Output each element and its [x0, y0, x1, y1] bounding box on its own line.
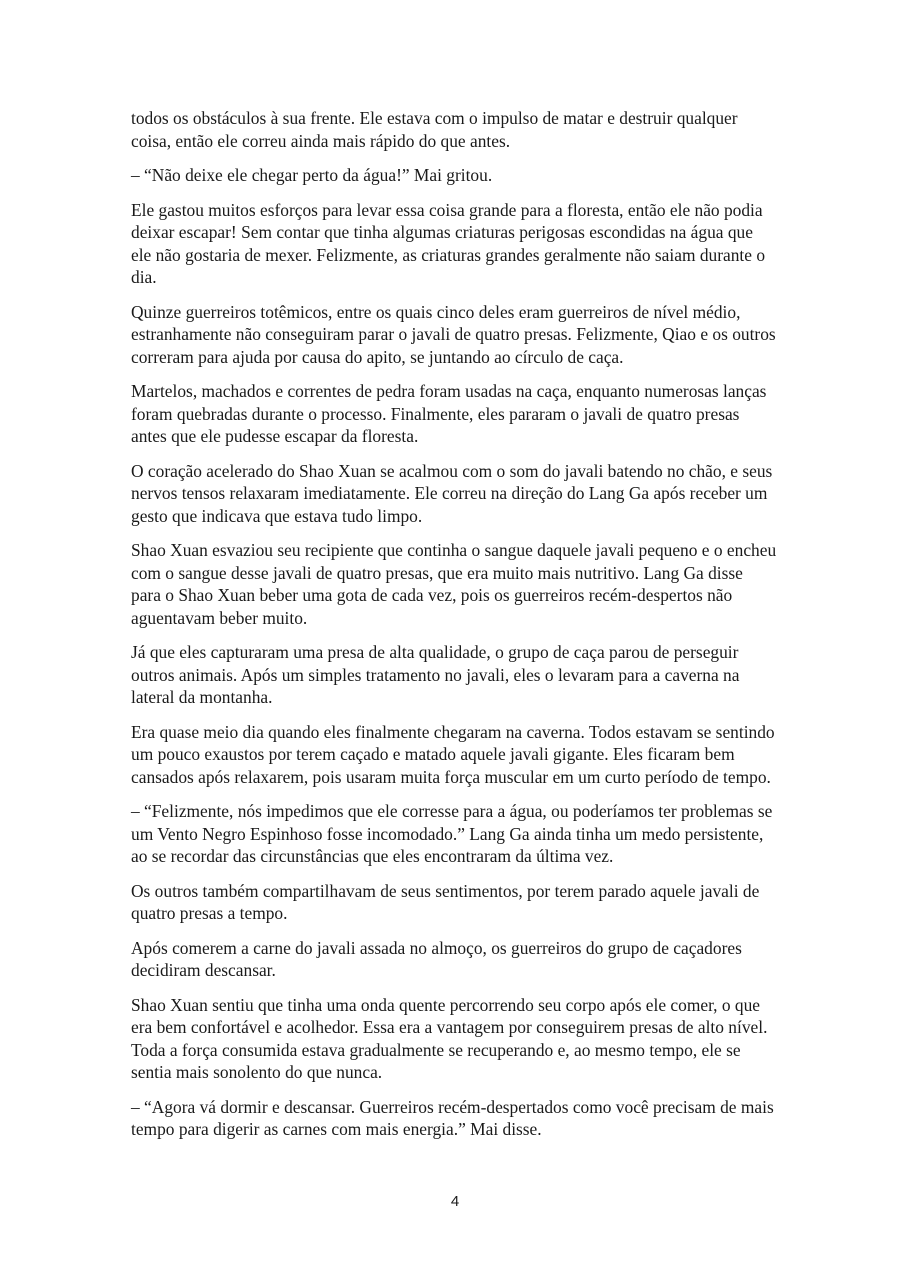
paragraph: – “Agora vá dormir e descansar. Guerreiros recém-despertados como você precisam de mais tempo para digerir as carnes com mais energia.” Mai disse. — [131, 1096, 774, 1139]
body-text — [131, 107, 777, 1153]
paragraph: Era quase meio dia quando eles finalmente chegaram na caverna. Todos estavam se sentindo um pouco exaustos por terem caçado e matado aquele javali gigante. Eles ficaram bem cansados após relaxarem, pois usaram muita força muscular em um curto período de tempo. — [131, 721, 775, 787]
paragraph: – “Felizmente, nós impedimos que ele corresse para a água, ou poderíamos ter problemas se um Vento Negro Espinhoso fosse incomodado.” Lang Ga ainda tinha um medo persistente, ao se recordar das circunstâncias que eles encontraram da última vez. — [131, 801, 773, 866]
page-number: 4 — [450, 1193, 460, 1210]
paragraph: Após comerem a carne do javali assada no almoço, os guerreiros do grupo de caçadores decidiram descansar. — [131, 937, 742, 980]
paragraph: Quinze guerreiros totêmicos, entre os quais cinco deles eram guerreiros de nível médio, estranhamente não conseguiram parar o javali de quatro presas. Felizmente, Qiao e os outros correram para ajuda por causa do apito, se juntando ao círculo de caça. — [131, 301, 776, 367]
paragraph: O coração acelerado do Shao Xuan se acalmou com o som do javali batendo no chão, e seus nervos tensos relaxaram imediatamente. Ele correu na direção do Lang Ga após receber um gesto que indicava que estava tudo limpo. — [131, 460, 773, 526]
paragraph: Shao Xuan sentiu que tinha uma onda quente percorrendo seu corpo após ele comer, o que era bem confortável e acolhedor. Essa era a vantagem por conseguirem presas de alto nível. Toda a força consumida estava gradualmente se recuperando e, ao mesmo tempo, ele se sentia mais sonolento do que nunca. — [131, 994, 768, 1082]
paragraph: Shao Xuan esvaziou seu recipiente que continha o sangue daquele javali pequeno e o encheu com o sangue desse javali de quatro presas, que era muito mais nutritivo. Lang Ga disse para o Shao Xuan beber uma gota de cada vez, pois os guerreiros recém-despertos não aguentavam beber muito. — [131, 540, 777, 628]
paragraph: todos os obstáculos à sua frente. Ele estava com o impulso de matar e destruir qualquer coisa, então ele correu ainda mais rápido do que antes. — [131, 108, 738, 151]
paragraph: Os outros também compartilhavam de seus sentimentos, por terem parado aquele javali de quatro presas a tempo. — [131, 880, 760, 923]
paragraph: Ele gastou muitos esforços para levar essa coisa grande para a floresta, então ele não podia deixar escapar! Sem contar que tinha algumas criaturas perigosas escondidas na água que ele não gostaria de mexer. Felizmente, as criaturas grandes geralmente não saiam durante o dia. — [131, 199, 766, 287]
paragraph: – “Não deixe ele chegar perto da água!” Mai gritou. — [131, 165, 493, 185]
paragraph: Já que eles capturaram uma presa de alta qualidade, o grupo de caça parou de perseguir outros animais. Após um simples tratamento no javali, eles o levaram para a caverna na lateral da montanha. — [131, 642, 740, 707]
paragraph: Martelos, machados e correntes de pedra foram usadas na caça, enquanto numerosas lanças foram quebradas durante o processo. Finalmente, eles pararam o javali de quatro presas antes que ele pudesse escapar da floresta. — [131, 381, 767, 446]
